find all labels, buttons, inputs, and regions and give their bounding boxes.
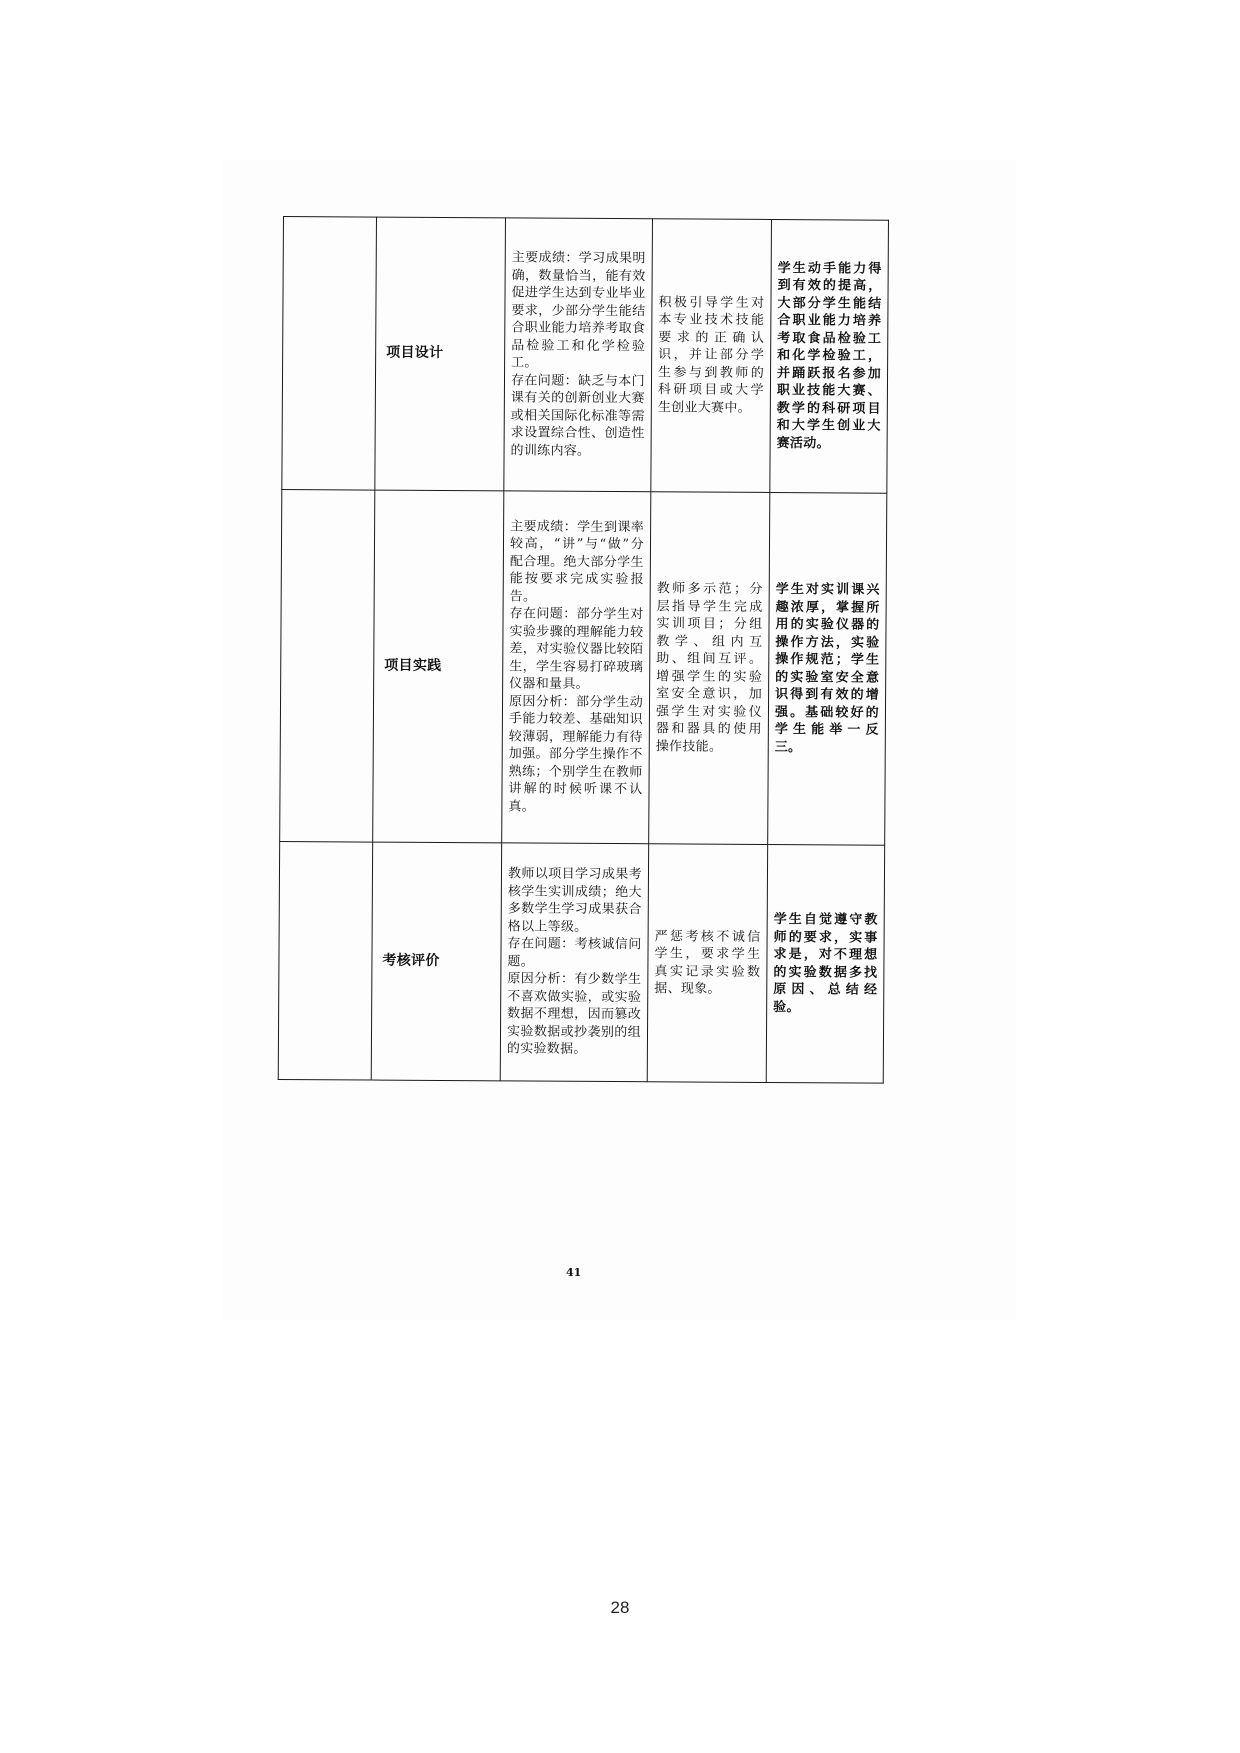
paragraph: 原因分析：部分学生动手能力较差、基础知识较薄弱，理解能力有待加强。部分学生操作不熟练；个别学生在教师讲解的时候听课不认真。	[508, 694, 644, 815]
paragraph: 存在问题：考核诚信问题。	[507, 936, 642, 970]
measures-cell	[651, 219, 772, 493]
merged-cell	[278, 841, 372, 1080]
paragraph: 教师多示范；分层指导学生完成实训项目；分组教学、组内互助、组间互评。增强学生的实验室安全意识，加强学生对实验仪器和器具的使用操作技能。	[655, 581, 763, 755]
paragraph: 积极引导学生对本专业技术技能要求的正确认识，并让部分学生参与到教师的科研项目或大学生创业大赛中。	[657, 295, 765, 416]
stage-cell: 项目实践	[373, 490, 504, 843]
effects-cell	[766, 844, 884, 1083]
measures-cell	[647, 844, 767, 1083]
paragraph: 严惩考核不诚信学生，要求学生真实记录实验数据、现象。	[654, 928, 761, 997]
paragraph: 原因分析：有少数学生不喜欢做实验，或实验数据不理想，因而篡改实验数据或抄袭别的组的实验数据。	[506, 971, 642, 1058]
stage-cell: 项目设计	[375, 217, 506, 491]
findings-cell	[502, 491, 651, 844]
findings-cell	[500, 843, 648, 1082]
findings-cell	[504, 218, 653, 492]
paragraph: 学生自觉遵守教师的要求，实事求是，对不理想的实验数据多找原因、总结经验。	[773, 912, 878, 1015]
table-row	[282, 217, 889, 494]
stage-cell: 考核评价	[371, 842, 501, 1081]
table-row	[278, 841, 884, 1083]
paragraph: 主要成绩：学生到课率较高，“讲”与“做”分配合理。绝大部分学生能按要求完成实验报告。	[509, 519, 645, 605]
paragraph: 学生动手能力得到有效的提高，大部分学生能结合职业能力培养考取食品检验工和化学检验工，并踊跃报名参加职业技能大赛、教学的科研项目和大学生创业大赛活动。	[776, 260, 882, 452]
measures-cell	[649, 492, 770, 845]
paragraph: 主要成绩：学习成果明确，数量恰当，能有效促进学生达到专业毕业要求，少部分学生能结合职业能力培养考取食品检验工和化学检验工。	[511, 250, 646, 371]
merged-cell	[282, 217, 377, 491]
table-row	[280, 489, 887, 845]
evaluation-table	[278, 216, 889, 1084]
paragraph: 学生对实训课兴趣浓厚，掌握所用的实验仪器的操作方法，实验操作规范；学生的实验室安全意识得到有效的增强。基础较好的学生能举一反三。	[774, 582, 880, 755]
merged-cell	[280, 489, 375, 842]
effects-cell	[768, 492, 887, 845]
paragraph: 存在问题：缺乏与本门课有关的创新创业大赛或相关国际化标准等需求设置综合性、创造性的训练内容。	[510, 372, 646, 459]
inner-page-number: 41	[566, 1266, 582, 1279]
paragraph: 教师以项目学习成果考核学生实训成绩；绝大多数学生学习成果获合格以上等级。	[507, 866, 643, 935]
page-number: 28	[610, 1598, 630, 1617]
effects-cell	[770, 219, 889, 493]
paragraph: 存在问题：部分学生对实验步骤的理解能力较差，对实验仪器比较陌生，学生容易打碎玻璃仪器和量具。	[509, 606, 644, 693]
